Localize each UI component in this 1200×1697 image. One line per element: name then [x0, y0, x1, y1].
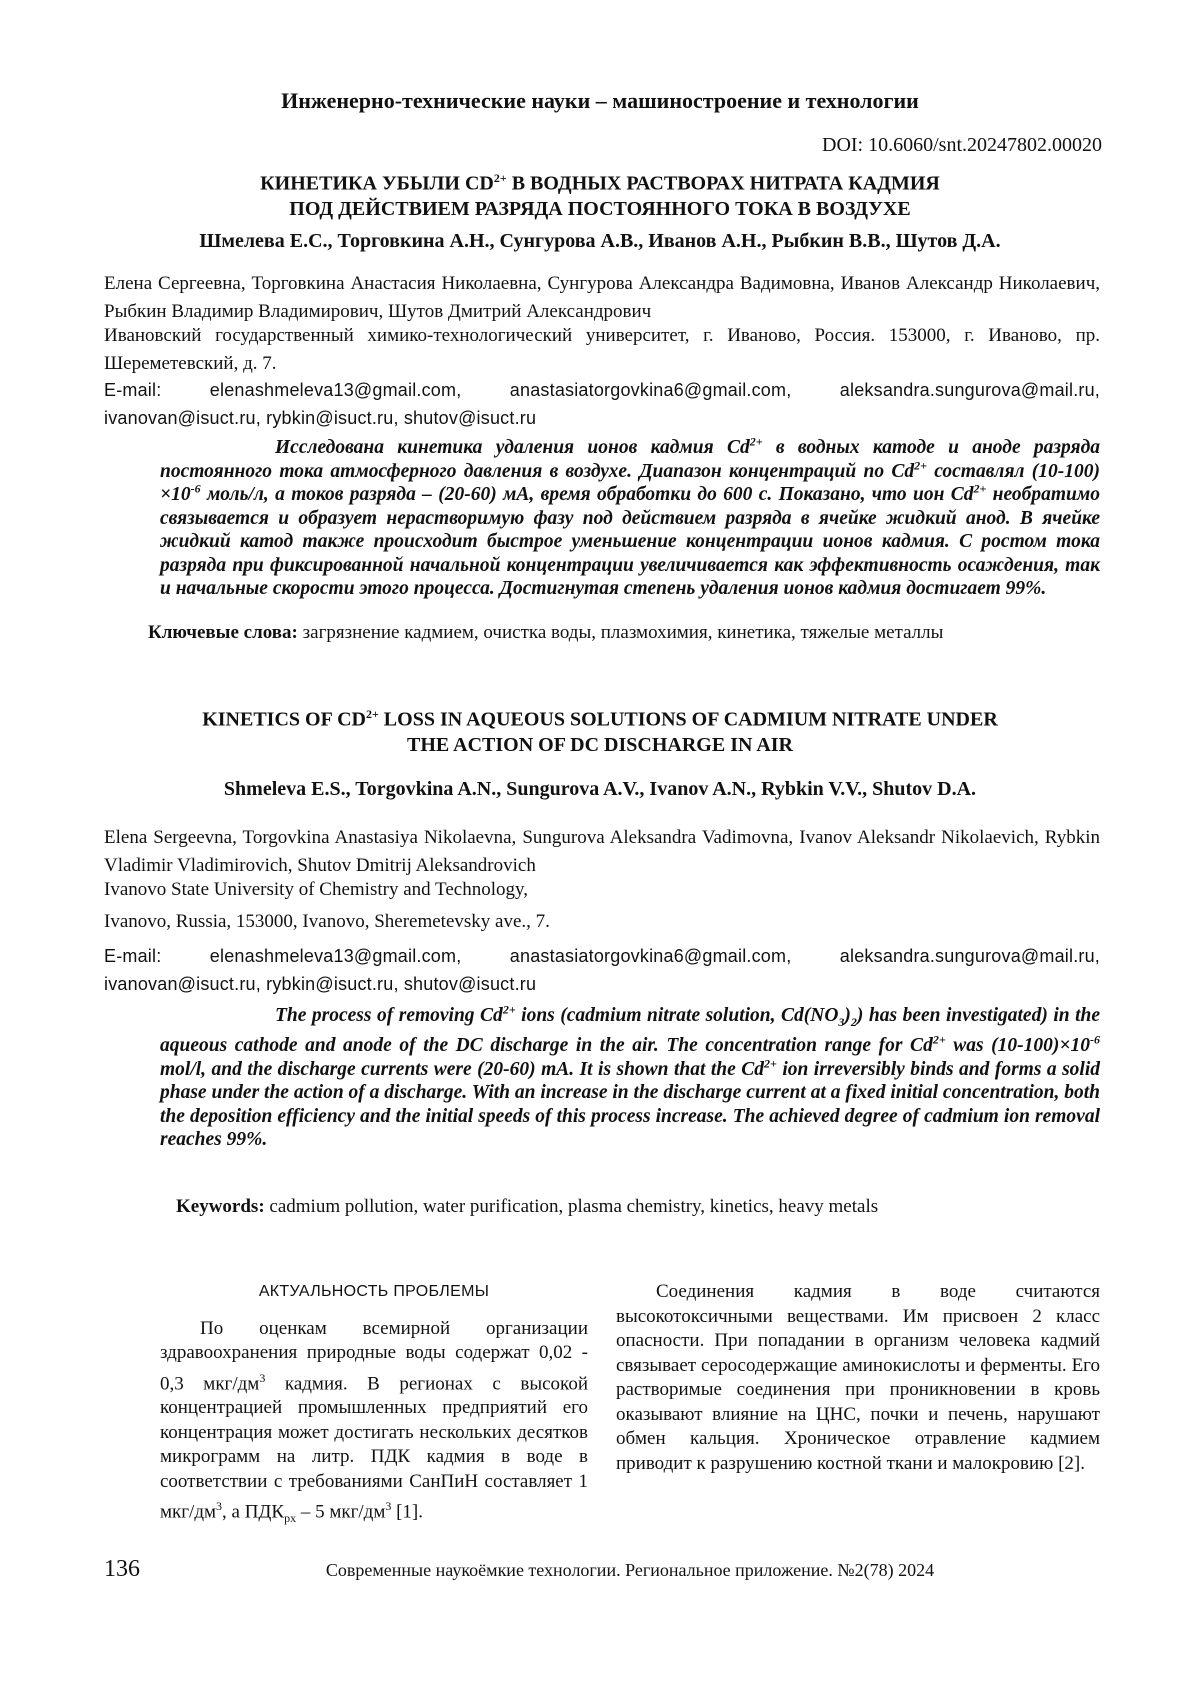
- ru-title-part-a: КИНЕТИКА УБЫЛИ CD: [260, 172, 494, 195]
- en-abstract-sup: 2+: [932, 1032, 946, 1047]
- page-number: 136: [104, 1556, 140, 1582]
- en-abstract-sup: -6: [1090, 1032, 1100, 1047]
- ru-abstract-text: моль/л, а токов разряда – (20-60) мА, время обработки до 600 с. Показано, что ион Cd: [200, 484, 974, 505]
- en-authors-full: Elena Sergeevna, Torgovkina Anastasiya Nikolaevna, Sungurova Aleksandra Vadimovna, Ivanov Aleksandr Nikolaevich, Rybkin Vladimir Vladimirovich, Shutov Dmitrij Aleksandrovich: [104, 827, 1100, 876]
- ru-abstract-text: в водных катоде и аноде разряда постоянного тока атмосферного давления в воздухе. Диапазон концентраций по Cd: [160, 437, 1100, 482]
- body-left-text: кадмия. В регионах с высокой концентрацией промышленных предприятий его концентрация может достигать нескольких десятков микрограмм на литр. ПДК кадмия в воде в соответствии с требованиями СанПиН составляет 1 мкг/дм: [160, 1372, 588, 1523]
- journal-footer: Современные наукоёмкие технологии. Региональное приложение. №2(78) 2024: [325, 1560, 935, 1580]
- body-left-text: По оценкам всемирной организации здравоохранения природные воды содержат 0,02 - 0,3 мкг/дм: [160, 1317, 588, 1394]
- ru-email: [104, 376, 1100, 432]
- en-abstract-text: ) has been investigated) in the aqueous cathode and anode of the DC discharge in the air. The concentration range for Cd: [160, 1005, 1100, 1057]
- ru-abstract-sup: 2+: [749, 434, 763, 449]
- en-keywords: [176, 1196, 878, 1218]
- en-abstract-text: mol/l, and the discharge currents were (20-60) mA. It is shown that the Cd: [160, 1058, 765, 1080]
- body-section-heading: АКТУАЛЬНОСТЬ ПРОБЛЕМЫ: [258, 1283, 490, 1300]
- body-right-column: [616, 1280, 1100, 1476]
- body-left-sup: 3: [385, 1499, 392, 1514]
- en-title: [110, 702, 1090, 758]
- ru-keywords-list: загрязнение кадмием, очистка воды, плазмохимия, кинетика, тяжелые металлы: [297, 622, 944, 643]
- en-email-line2: ivanovan@isuct.ru, rybkin@isuct.ru, shutov@isuct.ru: [104, 974, 537, 994]
- ru-abstract-sup: 2+: [914, 458, 927, 472]
- en-abstract-sup: 2+: [764, 1056, 777, 1071]
- en-title-sup: 2+: [365, 707, 379, 721]
- en-title-line2: THE ACTION OF DC DISCHARGE IN AIR: [407, 733, 793, 756]
- en-email: [104, 942, 1100, 998]
- section-heading: Инженерно-технические науки – машиностроение и технологии: [281, 88, 919, 113]
- ru-abstract: [160, 436, 1100, 601]
- ru-title-part-b: В ВОДНЫХ РАСТВОРАХ НИТРАТА КАДМИЯ: [506, 172, 940, 195]
- ru-authors-short: Шмелева Е.С., Торговкина А.Н., Сунгурова А.В., Иванов А.Н., Рыбкин В.В., Шутов Д.А.: [199, 230, 1001, 252]
- ru-affiliation: Ивановский государственный химико-технологический университет, г. Иваново, Россия. 153000, г. Иваново, пр. Шереметевский, д. 7.: [104, 325, 1100, 374]
- en-abstract-text: The process of removing Cd: [275, 1005, 503, 1026]
- ru-authors-full: Елена Сергеевна, Торговкина Анастасия Николаевна, Сунгурова Александра Вадимовна, Иванов Александр Николаевич, Рыбкин Владимир Владимирович, Шутов Дмитрий Александрович: [104, 273, 1100, 322]
- body-left-paragraph: [160, 1317, 588, 1531]
- ru-abstract-sup: -6: [190, 481, 201, 496]
- en-abstract-text: ions (cadmium nitrate solution, Cd(NO: [515, 1005, 839, 1026]
- ru-abstract-text: Исследована кинетика удаления ионов кадмия Cd: [275, 437, 750, 458]
- body-left-column: [160, 1280, 588, 1531]
- body-left-sup: 3: [259, 1370, 266, 1385]
- en-abstract-text: ): [844, 1005, 851, 1026]
- ru-email-line1: E-mail: elenashmeleva13@gmail.com, anastasiatorgovkina6@gmail.com, aleksandra.sungurova@mail.ru,: [104, 380, 1100, 400]
- body-left-sup: 3: [216, 1499, 223, 1514]
- body-right-paragraph: Соединения кадмия в воде считаются высокотоксичными веществами. Им присвоен 2 класс опасности. При попадании в организм человека кадмий связывает серосодержащие аминокислоты и ферменты. Его растворимые соединения при проникновении в кровь оказывают влияние на ЦНС, почки и печень, нарушают обмен кальция. Хроническое отравление кадмием приводит к разрушению костной ткани и малокровию [2].: [616, 1281, 1100, 1474]
- en-abstract: [160, 1004, 1100, 1152]
- en-keywords-list: cadmium pollution, water purification, plasma chemistry, kinetics, heavy metals: [264, 1196, 879, 1217]
- en-abstract-sub: 3: [838, 1014, 845, 1029]
- body-left-text: – 5 мкг/дм: [296, 1501, 386, 1523]
- ru-keywords: [148, 622, 943, 644]
- en-authors-short: Shmeleva E.S., Torgovkina A.N., Sungurova A.V., Ivanov A.N., Rybkin V.V., Shutov D.A.: [223, 778, 977, 800]
- en-email-line1: E-mail: elenashmeleva13@gmail.com, anastasiatorgovkina6@gmail.com, aleksandra.sungurova@mail.ru,: [104, 946, 1100, 966]
- ru-title-sup: 2+: [493, 171, 507, 185]
- en-abstract-text: was (10-100)×10: [945, 1035, 1090, 1057]
- ru-abstract-text: необратимо связывается и образует нерастворимую фазу под действием разряда в ячейке жидкий анод. В ячейке жидкий катод также происходит быстрое уменьшение концентрации ионов кадмия. С ростом тока разряда при фиксированной начальной концентрации увеличивается как эффективность осаждения, так и начальные скорости этого процесса. Достигнутая степень удаления ионов кадмия достигает 99%.: [160, 484, 1100, 599]
- body-left-text: , а ПДК: [222, 1501, 285, 1523]
- ru-abstract-text: составлял (10-100) ×10: [160, 460, 1101, 505]
- en-title-part-b: LOSS IN AQUEOUS SOLUTIONS OF CADMIUM NITRATE UNDER: [378, 708, 998, 731]
- body-left-text: [1].: [391, 1501, 424, 1523]
- body-left-sub: рх: [284, 1511, 297, 1526]
- en-affiliation-1: Ivanovo State University of Chemistry and Technology,: [104, 879, 528, 900]
- en-abstract-sub: 2: [850, 1014, 857, 1029]
- en-title-part-a: KINETICS OF CD: [202, 708, 366, 731]
- ru-keywords-label: Ключевые слова:: [148, 622, 298, 643]
- en-abstract-sup: 2+: [502, 1002, 516, 1017]
- ru-title-line2: ПОД ДЕЙСТВИЕМ РАЗРЯДА ПОСТОЯННОГО ТОКА В ВОЗДУХЕ: [289, 197, 911, 220]
- ru-abstract-sup: 2+: [973, 481, 987, 496]
- ru-title: [110, 166, 1090, 222]
- en-abstract-text: ion irreversibly binds and forms a solid phase under the action of a discharge. With an increase in the discharge current at a fixed initial concentration, both the deposition efficiency and the initial speeds of this process increase. The achieved degree of cadmium ion removal reaches 99%.: [160, 1058, 1100, 1151]
- en-keywords-label: Keywords:: [176, 1196, 265, 1217]
- doi: DOI: 10.6060/snt.20247802.00020: [822, 134, 1102, 156]
- en-affiliation-2: Ivanovo, Russia, 153000, Ivanovo, Sheremetevsky ave., 7.: [104, 911, 550, 932]
- ru-email-line2: ivanovan@isuct.ru, rybkin@isuct.ru, shutov@isuct.ru: [104, 408, 537, 428]
